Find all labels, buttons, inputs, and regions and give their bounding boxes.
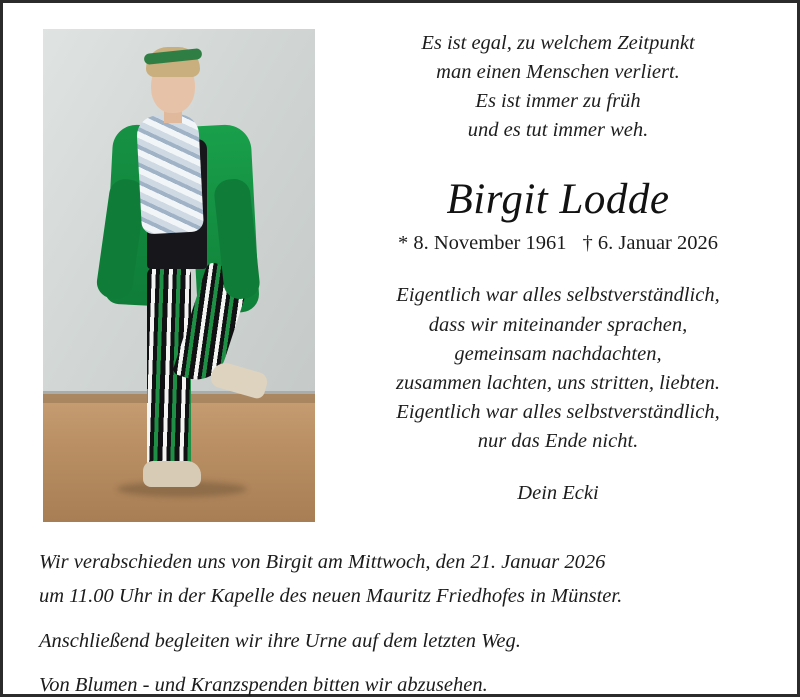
funeral-details	[3, 541, 797, 700]
verse-top-line-2: man einen Menschen verliert.	[436, 61, 680, 84]
shoe-left	[143, 461, 201, 487]
funeral-line-2: um 11.00 Uhr in der Kapelle des neuen Mauritz Friedhofes in Münster.	[39, 585, 623, 608]
verse-middle-line-2: dass wir miteinander sprachen,	[428, 313, 688, 336]
verse-middle	[349, 281, 767, 456]
verse-middle-line-1: Eigentlich war alles selbstverständlich,	[396, 284, 720, 307]
funeral-line-3: Anschließend begleiten wir ihre Urne auf dem letzten Weg.	[39, 629, 521, 652]
patterned-scarf	[136, 113, 204, 234]
verse-top	[349, 29, 767, 145]
verse-middle-line-6: nur das Ende nicht.	[477, 429, 639, 452]
life-dates	[349, 232, 767, 255]
verse-middle-line-4: zusammen lachten, uns stritten, liebten.	[396, 371, 720, 394]
verse-middle-line-3: gemeinsam nachdachten,	[454, 342, 662, 365]
verse-middle-line-5: Eigentlich war alles selbstverständlich,	[396, 400, 720, 423]
notice-top-area	[3, 3, 797, 541]
photo-figure	[43, 29, 315, 522]
funeral-line-4: Von Blumen - und Kranzspenden bitten wir abzusehen.	[39, 673, 488, 696]
death-date: † 6. Januar 2026	[582, 232, 719, 255]
shoe-right	[209, 360, 270, 400]
portrait-photo	[43, 29, 315, 522]
deceased-name: Birgit Lodde	[446, 176, 670, 224]
verse-top-line-1: Es ist egal, zu welchem Zeitpunkt	[421, 32, 695, 54]
portrait-container	[3, 3, 343, 522]
funeral-line-1: Wir verabschieden uns von Birgit am Mittwoch, den 21. Januar 2026	[39, 551, 606, 573]
birth-date: * 8. November 1961	[397, 232, 567, 255]
verse-top-line-3: Es ist immer zu früh	[475, 90, 641, 113]
notice-text-column	[343, 3, 797, 505]
signoff: Dein Ecki	[517, 482, 599, 505]
verse-top-line-4: und es tut immer weh.	[467, 119, 649, 142]
